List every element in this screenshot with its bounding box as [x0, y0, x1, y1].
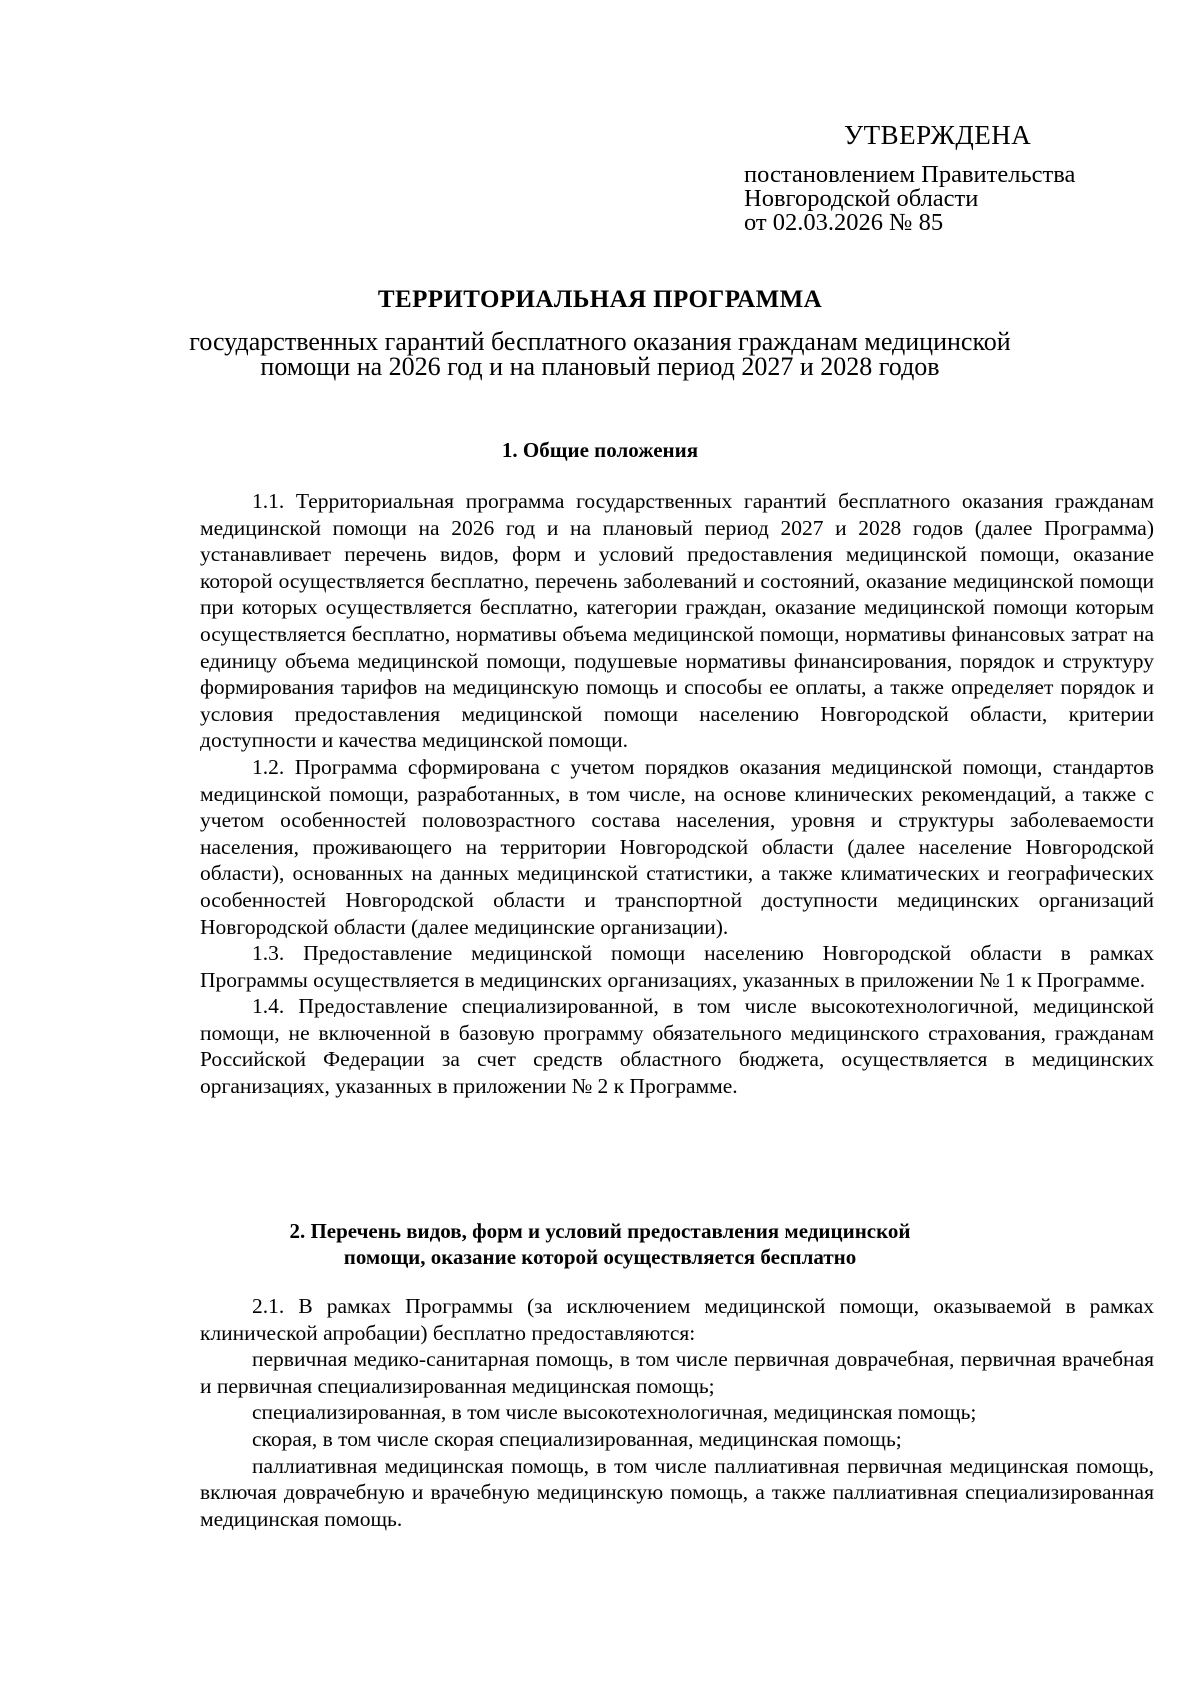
section-1-heading: 1. Общие положения — [501, 438, 699, 462]
paragraph: первичная медико-санитарная помощь, в том числе первичная доврачебная, первичная врачебная и первичная специализированная медицинская помощь; — [200, 1347, 1154, 1398]
paragraph: скорая, в том числе скорая специализированная, медицинская помощь; — [252, 1426, 902, 1451]
paragraph: 1.3. Предоставление медицинской помощи населению Новгородской области в рамках Программы осуществляется в медицинских организациях, указанных в приложении № 1 к Программе. — [200, 941, 1154, 992]
document-subtitle: государственных гарантий бесплатного оказания гражданам медицинской помощи на 2026 год и на плановый период 2027 и 2028 годов — [189, 327, 1011, 381]
section-2-heading-line: 2. Перечень видов, форм и условий предоставления медицинской — [289, 1219, 911, 1243]
paragraph: 1.1. Территориальная программа государственных гарантий бесплатного оказания гражданам медицинской помощи на 2026 год и на плановый период 2027 и 2028 годов (далее Программа) устанавливает перечень видов, форм и условий предоставления медицинской помощи, оказание которой осуществляется бесплатно, перечень заболеваний и состояний, оказание медицинской помощи при которых осуществляется бесплатно, категории граждан, оказание медицинской помощи которым осуществляется бесплатно, нормативы объема медицинской помощи, нормативы финансовых затрат на единицу объема медицинской помощи, подушевые нормативы финансирования, порядок и структуру формирования тарифов на медицинскую помощь и способы ее оплаты, а также определяет порядок и условия предоставления медицинской помощи населению Новгородской области, критерии доступности и качества медицинской помощи. — [200, 489, 1154, 753]
document-title: ТЕРРИТОРИАЛЬНАЯ ПРОГРАММА — [377, 286, 823, 313]
section-1-body — [200, 488, 1154, 1100]
paragraph: паллиативная медицинская помощь, в том числе паллиативная первичная медицинская помощь, включая доврачебную и врачебную медицинскую помощь, а также паллиативная специализированная медицинская помощь. — [200, 1453, 1154, 1531]
approval-line: Новгородской области — [744, 185, 979, 212]
approval-title: УТВЕРЖДЕНА — [844, 120, 1032, 150]
approval-line: от 02.03.2026 № 85 — [744, 209, 944, 236]
paragraph: 2.1. В рамках Программы (за исключением медицинской помощи, оказываемой в рамках клинической апробации) бесплатно предоставляются: — [200, 1294, 1154, 1345]
approval-line: постановлением Правительства — [744, 161, 1076, 188]
paragraph: 1.4. Предоставление специализированной, в том числе высокотехнологичной, медицинской помощи, не включенной в базовую программу обязательного медицинского страхования, гражданам Российской Федерации за счет средств областного бюджета, осуществляется в медицинских организациях, указанных в приложении № 2 к Программе. — [200, 994, 1154, 1099]
paragraph: специализированная, в том числе высокотехнологичная, медицинская помощь; — [252, 1400, 977, 1425]
paragraph: 1.2. Программа сформирована с учетом порядков оказания медицинской помощи, стандартов медицинской помощи, разработанных, в том числе, на основе клинических рекомендаций, а также с учетом особенностей половозрастного состава населения, уровня и структуры заболеваемости населения, проживающего на территории Новгородской области (далее население Новгородской области), основанных на данных медицинской статистики, а также климатических и географических особенностей Новгородской области и транспортной доступности медицинских организаций Новгородской области (далее медицинские организации). — [200, 754, 1154, 939]
approval-stamp-block — [744, 119, 1164, 235]
section-2-body — [200, 1293, 1154, 1532]
approval-lines — [744, 163, 1164, 235]
section-2-heading — [0, 1218, 1200, 1270]
section-2-heading-line: помощи, оказание которой осуществляется бесплатно — [343, 1245, 857, 1269]
